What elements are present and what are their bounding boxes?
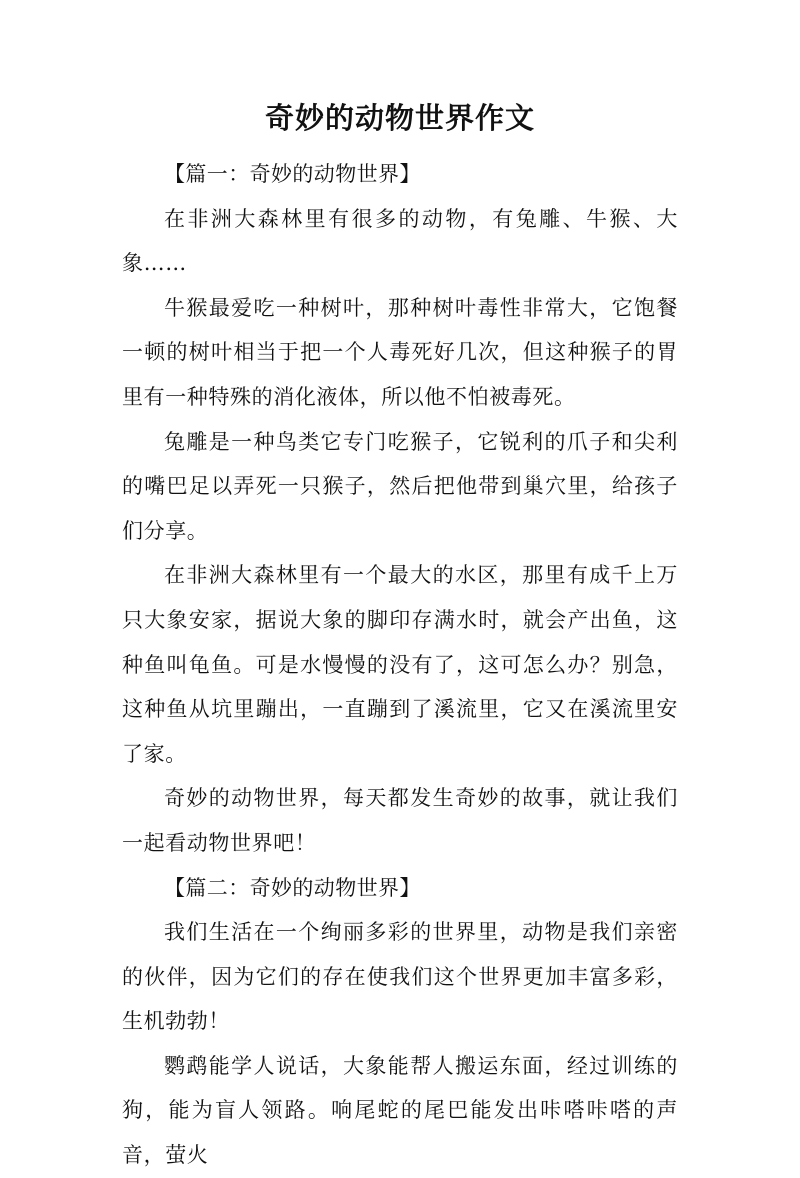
paragraph: 奇妙的动物世界，每天都发生奇妙的故事，就让我们一起看动物世界吧！	[122, 786, 678, 855]
paragraph: 在非洲大森林里有很多的动物，有兔雕、牛猴、大象……	[122, 206, 678, 276]
paragraph: 我们生活在一个绚丽多彩的世界里，动物是我们亲密的伙伴，因为它们的存在使我们这个世界更加丰富多彩，生机勃勃！	[122, 920, 678, 1034]
paragraph: 兔雕是一种鸟类它专门吃猴子，它锐利的爪子和尖利的嘴巴足以弄死一只猴子，然后把他带到巢穴里，给孩子们分享。	[122, 429, 678, 543]
paragraph: 鹦鹉能学人说话，大象能帮人搬运东面，经过训练的狗，能为盲人领路。响尾蛇的尾巴能发出咔嗒咔嗒的声音，萤火	[122, 1053, 678, 1168]
document-title: 奇妙的动物世界作文	[264, 101, 535, 135]
section-heading-1: 【篇一：奇妙的动物世界】	[164, 162, 421, 186]
paragraph: 在非洲大森林里有一个最大的水区，那里有成千上万只大象安家，据说大象的脚印存满水时，就会产出鱼，这种鱼叫龟鱼。可是水慢慢的没有了，这可怎么办？别急，这种鱼从坑里蹦出，一直蹦到了溪流里，它又在溪流里安了家。	[122, 563, 678, 766]
paragraph: 牛猴最爱吃一种树叶，那种树叶毒性非常大，它饱餐一顿的树叶相当于把一个人毒死好几次，但这种猴子的胃里有一种特殊的消化液体，所以他不怕被毒死。	[122, 295, 678, 409]
section-heading-2: 【篇二：奇妙的动物世界】	[164, 875, 421, 900]
document-body	[122, 152, 678, 1178]
